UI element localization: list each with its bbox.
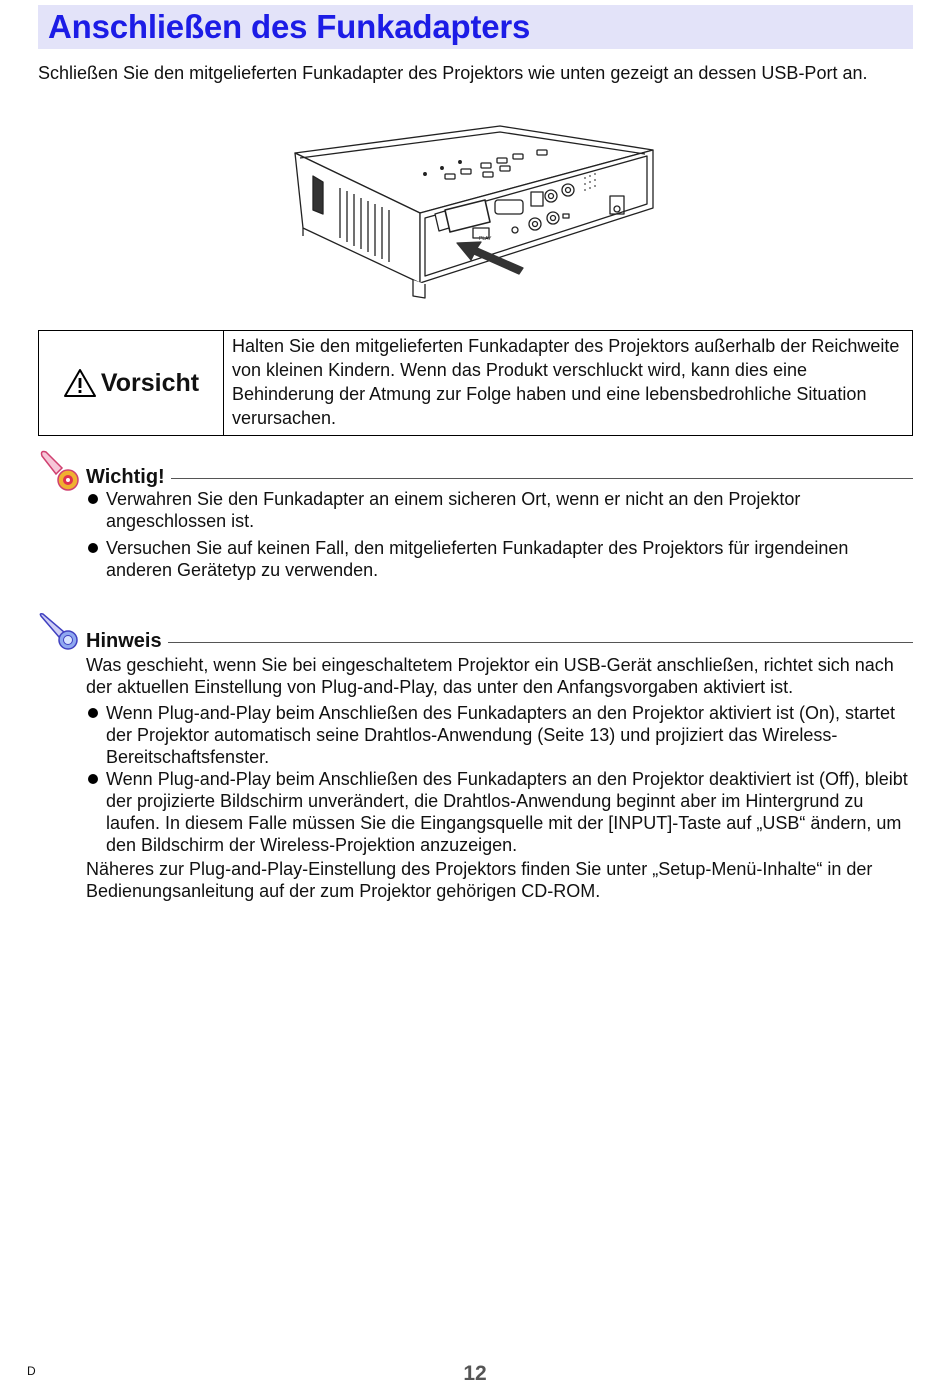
caution-text: Halten Sie den mitgelieferten Funkadapter des Projektors außerhalb der Reichweite von kleinen Kindern. Wenn das Produkt verschluckt wird, kann dies eine Behinderung der Atmung zur Folge haben und eine lebensbedrohliche Situation verursachen. bbox=[232, 336, 900, 428]
note-outro: Näheres zur Plug-and-Play-Einstellung des Projektors finden Sie unter „Setup-Menü-Inhalte“ in der Bedienungsanleitung auf der zum Projektor gehörigen CD-ROM. bbox=[86, 859, 873, 901]
list-item: Wenn Plug-and-Play beim Anschließen des Funkadapters an den Projektor aktiviert ist (On), startet der Projektor automatisch seine Drahtlos-Anwendung (Seite 13) und projiziert das Wireless-Bereitschaftsfenster. bbox=[86, 702, 918, 768]
page-title: Anschließen des Funkadapters bbox=[48, 8, 531, 45]
pencil-note-icon bbox=[38, 612, 84, 652]
warning-triangle-icon bbox=[63, 368, 97, 398]
list-item: Wenn Plug-and-Play beim Anschließen des Funkadapters an den Projektor deaktiviert ist (Off), bleibt der projizierte Bildschirm unverändert, die Drahtlos-Anwendung beginnt aber im Hintergrund zu laufen. In diesem Falle müssen Sie die Eingangsquelle mit der [INPUT]-Taste auf „USB“ ändern, um den Bildschirm der Wireless-Projektion anzuzeigen. bbox=[86, 768, 918, 856]
note-label: Hinweis bbox=[86, 630, 168, 652]
port-label: PLAY bbox=[479, 236, 492, 242]
page-number: 12 bbox=[463, 1362, 487, 1385]
list-item: Verwahren Sie den Funkadapter an einem sicheren Ort, wenn er nicht an den Projektor angeschlossen ist. bbox=[86, 488, 918, 532]
projector-illustration bbox=[285, 118, 665, 303]
caution-label: Vorsicht bbox=[100, 368, 200, 397]
important-label: Wichtig! bbox=[86, 466, 171, 488]
list-item: Versuchen Sie auf keinen Fall, den mitgelieferten Funkadapter des Projektors für irgendeinen anderen Gerätetyp zu verwenden. bbox=[86, 537, 918, 581]
title-bar bbox=[38, 5, 913, 49]
language-marker: D bbox=[27, 1364, 36, 1378]
note-section bbox=[38, 612, 918, 902]
important-section bbox=[38, 448, 918, 581]
note-intro: Was geschieht, wenn Sie bei eingeschaltetem Projektor ein USB-Gerät anschließen, richtet sich nach der aktuellen Einstellung von Plug-and-Play, das unter den Anfangsvorgaben aktiviert ist. bbox=[86, 655, 894, 697]
note-list bbox=[86, 702, 918, 856]
caution-label-cell bbox=[39, 331, 224, 435]
important-list bbox=[86, 488, 918, 581]
intro-text: Schließen Sie den mitgelieferten Funkadapter des Projektors wie unten gezeigt an dessen USB-Port an. bbox=[38, 63, 868, 83]
pushpin-icon bbox=[38, 448, 84, 492]
caution-box bbox=[38, 330, 913, 436]
